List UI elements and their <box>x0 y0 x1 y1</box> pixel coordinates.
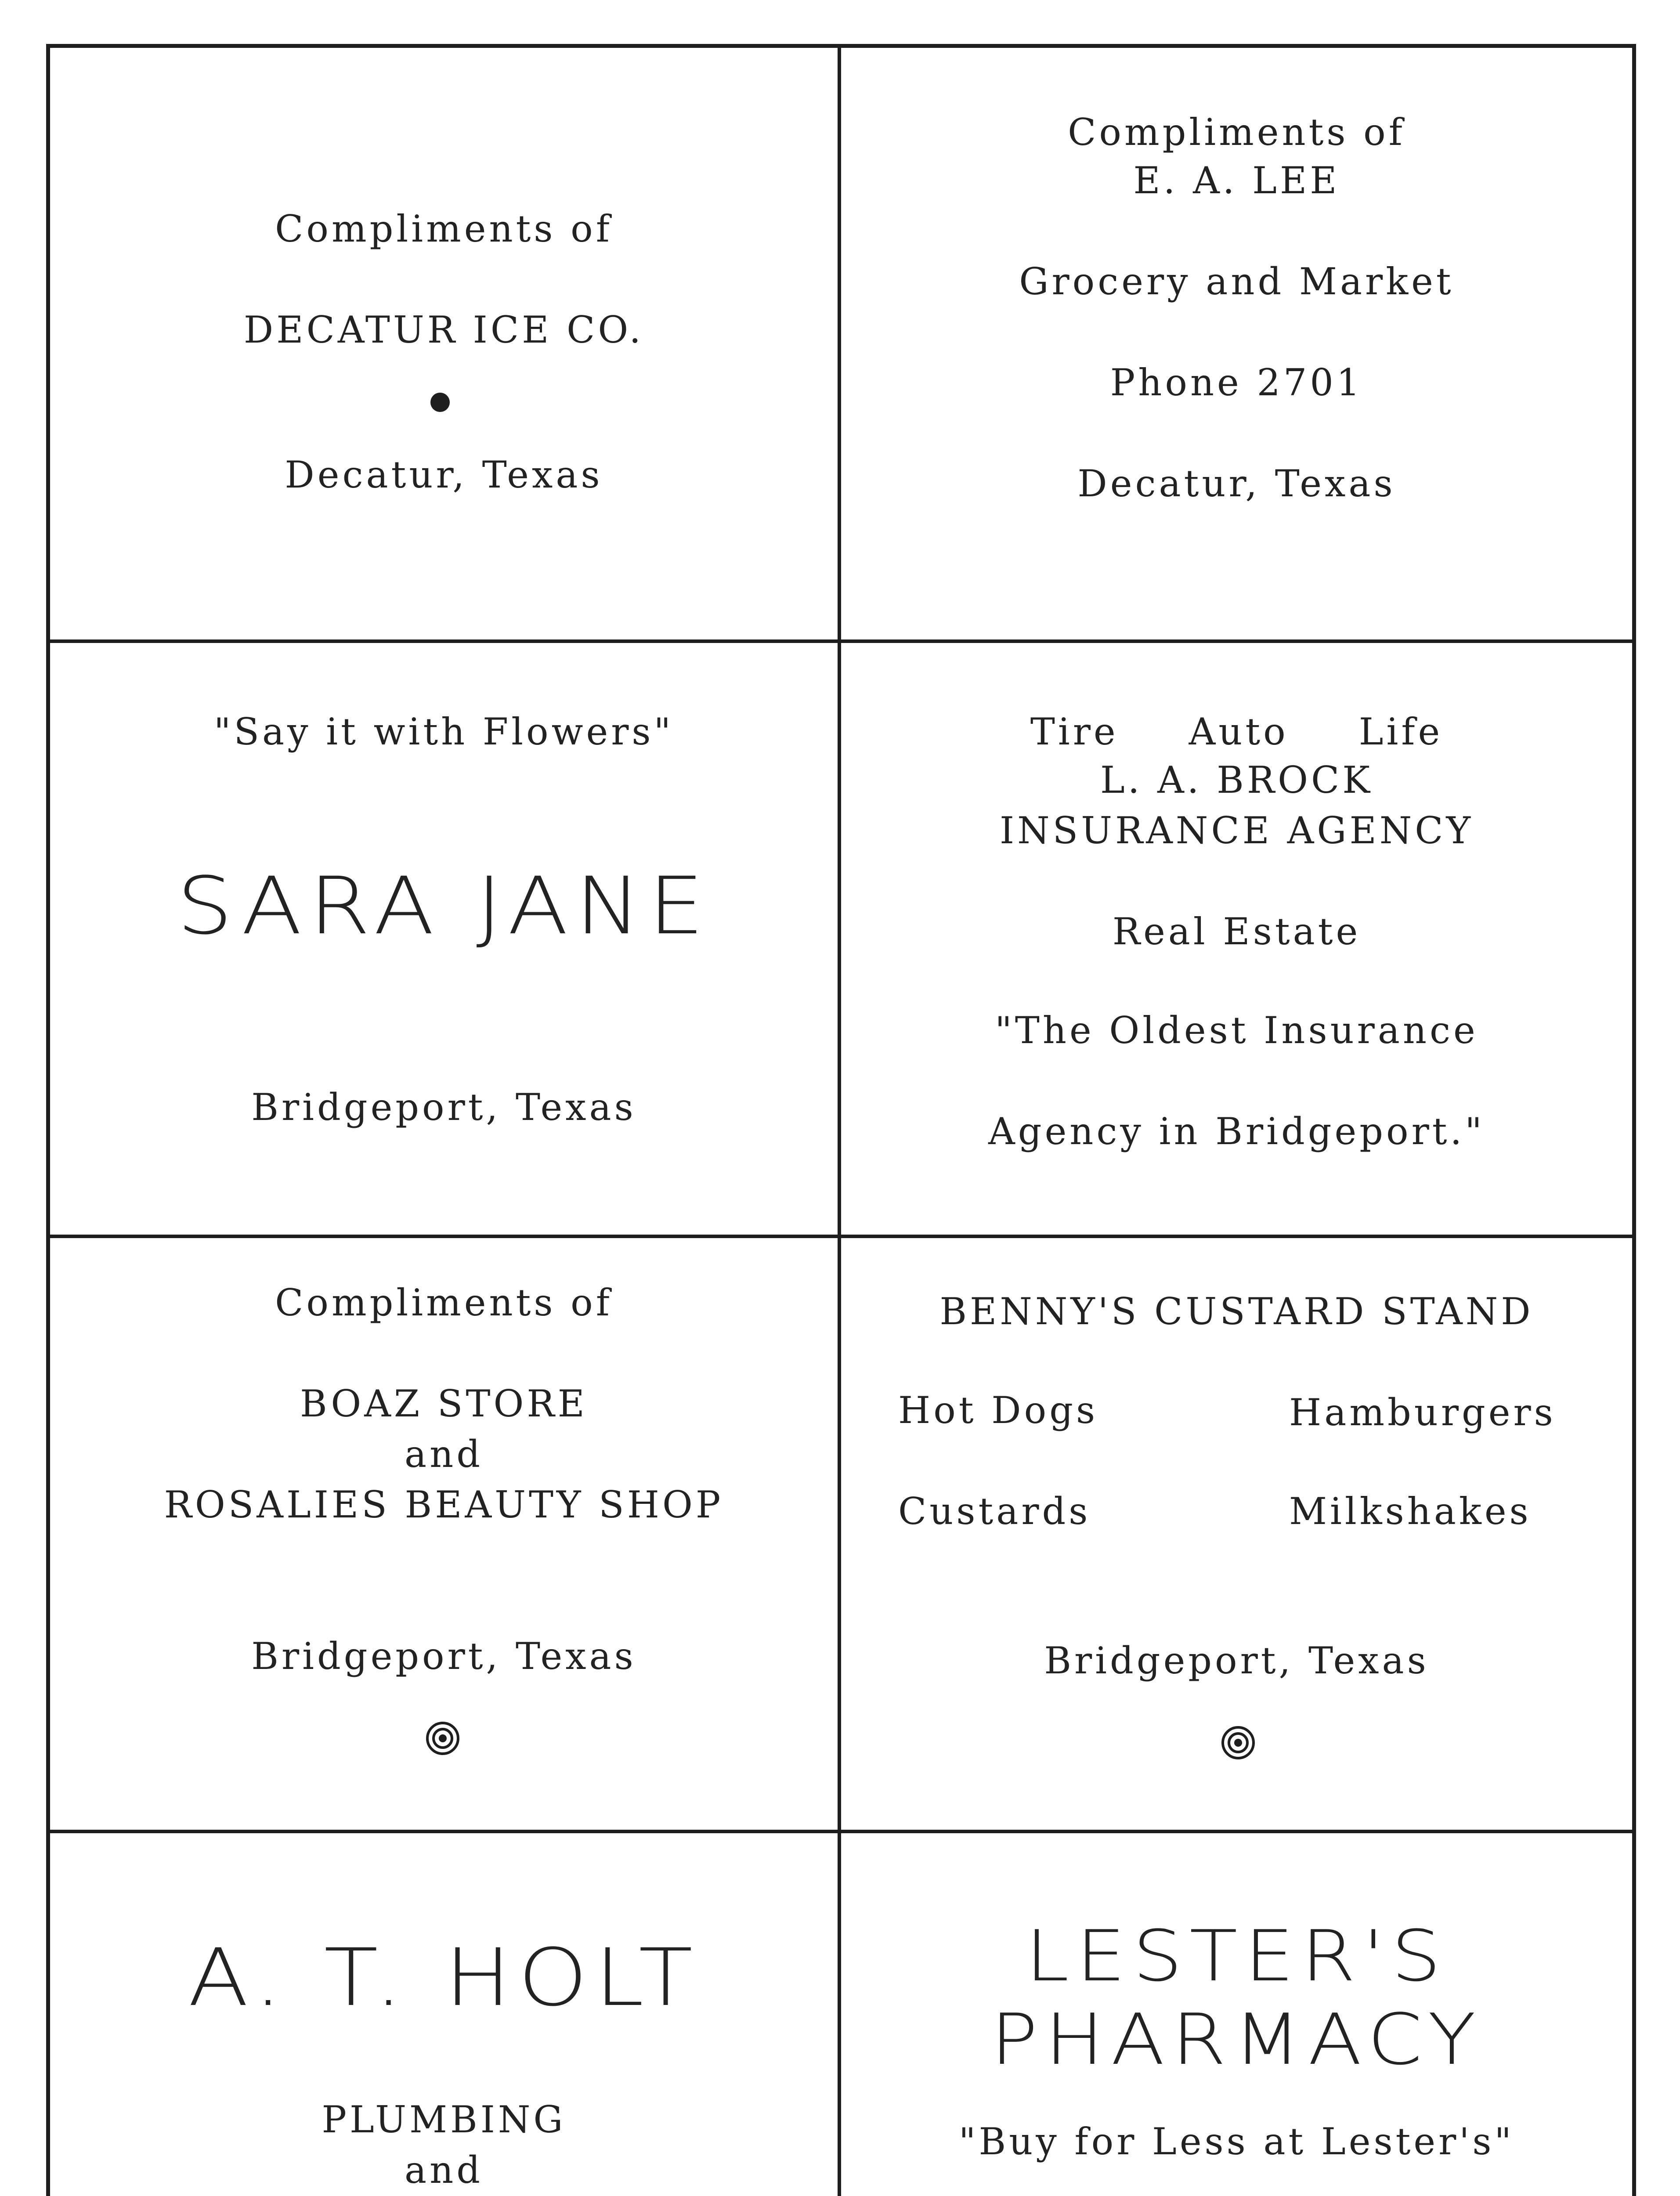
ad-boaz-store <box>50 1238 841 1833</box>
business-name-1: LESTER'S <box>1025 1915 1448 1997</box>
line-life: Life <box>1358 710 1443 753</box>
business-name: SARA JANE <box>177 860 711 952</box>
agency-text: INSURANCE AGENCY <box>999 809 1474 852</box>
business-name: BENNY'S CUSTARD STAND <box>939 1290 1534 1333</box>
bullet-dot-icon <box>430 393 450 412</box>
business-name: E. A. LEE <box>1133 159 1340 202</box>
location-text: Bridgeport, Texas <box>1044 1639 1429 1682</box>
line-tire: Tire <box>1030 710 1119 753</box>
ad-ea-lee <box>841 48 1632 643</box>
ad-decatur-ice <box>50 48 841 643</box>
location-text: Decatur, Texas <box>1077 462 1396 505</box>
business-name: DECATUR ICE CO. <box>243 308 644 351</box>
slogan-line-1: "The Oldest Insurance <box>995 1009 1478 1052</box>
slogan-line-2: Agency in Bridgeport." <box>988 1110 1485 1153</box>
ad-sara-jane <box>50 643 841 1238</box>
ad-at-holt <box>50 1833 841 2196</box>
menu-item-hamburgers: Hamburgers <box>1289 1391 1556 1434</box>
line-auto: Auto <box>1189 710 1289 753</box>
compliments-text: Compliments of <box>275 207 613 250</box>
menu-item-hot-dogs: Hot Dogs <box>898 1389 1098 1432</box>
compliments-text: Compliments of <box>1068 111 1405 154</box>
location-text: Decatur, Texas <box>285 453 603 496</box>
and-text: and <box>405 1433 483 1476</box>
ad-lesters-pharmacy <box>841 1833 1632 2196</box>
ad-brock-insurance <box>841 643 1632 1238</box>
target-ornament-icon <box>426 1721 460 1755</box>
ad-grid <box>46 44 1636 2196</box>
and-text: and <box>405 2149 483 2192</box>
business-name-1: BOAZ STORE <box>300 1382 588 1425</box>
phone-text: Phone 2701 <box>1110 361 1363 404</box>
business-name: L. A. BROCK <box>1100 758 1373 802</box>
business-name: A. T. HOLT <box>188 1932 700 2024</box>
location-text: Bridgeport, Texas <box>251 1086 636 1129</box>
compliments-text: Compliments of <box>275 1281 613 1324</box>
slogan-text: "Buy for Less at Lester's" <box>958 2120 1515 2163</box>
business-line-1: PLUMBING <box>322 2098 566 2141</box>
menu-item-custards: Custards <box>898 1490 1091 1533</box>
business-name-2: PHARMACY <box>990 1998 1483 2080</box>
ad-bennys-custard <box>841 1238 1632 1833</box>
menu-item-milkshakes: Milkshakes <box>1289 1490 1532 1533</box>
location-text: Bridgeport, Texas <box>251 1635 636 1678</box>
target-ornament-icon <box>1221 1726 1255 1760</box>
real-estate-text: Real Estate <box>1112 910 1361 953</box>
business-name-2: ROSALIES BEAUTY SHOP <box>164 1483 724 1526</box>
business-type: Grocery and Market <box>1019 260 1454 303</box>
slogan-text: "Say it with Flowers" <box>213 710 674 753</box>
insurance-lines <box>841 710 1632 753</box>
